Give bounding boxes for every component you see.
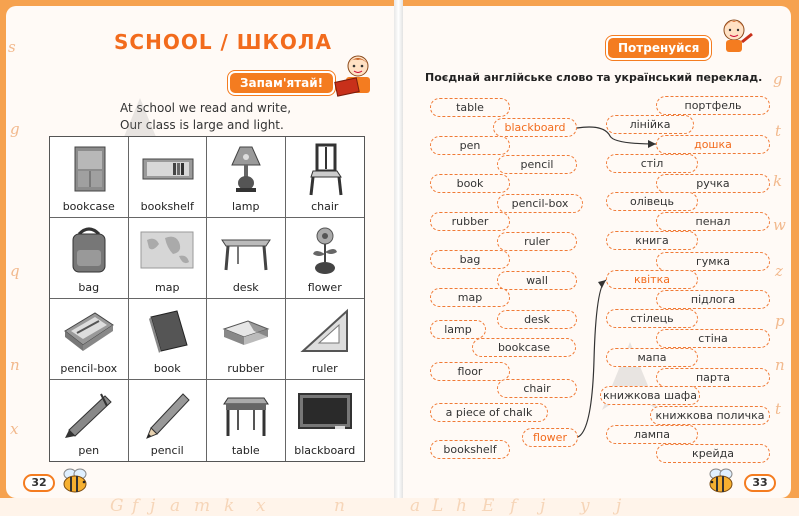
bottom-letter: G (110, 496, 124, 516)
writing-girl-icon (712, 12, 756, 56)
margin-letter: g (773, 70, 783, 88)
vocab-word: bag (78, 281, 100, 294)
vocab-cell (129, 380, 208, 461)
vocab-word: flower (307, 281, 342, 294)
vocab-cell (207, 218, 286, 299)
lamp-icon (218, 143, 274, 197)
exercise-instruction: Поєднай англійське слово та український переклад. (425, 71, 763, 84)
english-word-pill[interactable]: a piece of chalk (430, 403, 548, 422)
english-word-pill[interactable]: pencil-box (497, 194, 583, 213)
english-word-pill[interactable]: chair (497, 379, 577, 398)
vocab-cell (286, 380, 365, 461)
ukrainian-word-pill[interactable]: лампа (606, 425, 698, 444)
pencil-box-icon (61, 305, 117, 359)
ruler-icon (297, 305, 353, 359)
vocab-word: desk (232, 281, 259, 294)
bottom-letter: j (540, 496, 546, 516)
margin-letter: n (775, 356, 785, 374)
english-word-pill[interactable]: pen (430, 136, 510, 155)
chair-icon (297, 143, 353, 197)
ukrainian-word-pill[interactable]: ручка (656, 174, 770, 193)
ukrainian-word-pill[interactable]: крейда (656, 444, 770, 463)
ukrainian-word-pill[interactable]: парта (656, 368, 770, 387)
english-word-pill[interactable]: bookshelf (430, 440, 510, 459)
ukrainian-word-pill[interactable]: підлога (656, 290, 770, 309)
vocab-cell (286, 218, 365, 299)
practice-badge: Потренуйся (606, 36, 711, 60)
bookcase-icon (61, 143, 117, 197)
bottom-letter: L (432, 496, 444, 516)
ukrainian-word-pill[interactable]: стіна (656, 329, 770, 348)
vocab-word: bookshelf (140, 200, 194, 213)
reading-kid-icon (332, 52, 380, 100)
ukrainian-word-pill[interactable]: олівець (606, 192, 698, 211)
ukrainian-word-pill[interactable]: стілець (606, 309, 698, 328)
english-word-pill[interactable]: bookcase (472, 338, 576, 357)
table-icon (218, 386, 274, 440)
english-word-pill[interactable]: pencil (497, 155, 577, 174)
vocab-word: table (231, 444, 260, 457)
flower-icon (297, 224, 353, 278)
bottom-letter: j (150, 496, 156, 516)
vocab-cell (129, 137, 208, 218)
book-spine (394, 0, 403, 516)
bottom-letter: a (170, 496, 181, 516)
bottom-letter: f (132, 496, 139, 516)
ukrainian-word-pill[interactable]: книга (606, 231, 698, 250)
bottom-letter: E (482, 496, 495, 516)
vocab-word: blackboard (294, 444, 356, 457)
vocabulary-grid (49, 136, 365, 462)
desk-icon (218, 224, 274, 278)
bottom-letter-strip (0, 498, 799, 516)
vocab-cell (286, 137, 365, 218)
map-icon (139, 224, 195, 278)
rubber-icon (218, 305, 274, 359)
bottom-letter: k (224, 496, 235, 516)
english-word-pill[interactable]: map (430, 288, 510, 307)
vocab-word: rubber (227, 362, 265, 375)
vocab-cell (129, 218, 208, 299)
margin-letter: g (10, 120, 20, 138)
ukrainian-word-pill[interactable]: гумка (656, 252, 770, 271)
english-word-pill[interactable]: ruler (497, 232, 577, 251)
pen-icon (61, 386, 117, 440)
margin-letter: n (10, 356, 20, 374)
english-word-pill[interactable]: flower (522, 428, 578, 447)
poem-line: At school we read and write, (120, 101, 292, 115)
english-word-pill[interactable]: lamp (430, 320, 486, 339)
vocab-cell (50, 380, 129, 461)
bottom-letter: m (194, 496, 211, 516)
margin-letter: t (775, 122, 782, 140)
bottom-letter: y (580, 496, 590, 516)
vocab-word: chair (311, 200, 339, 213)
margin-letter: p (775, 312, 785, 330)
book-icon (139, 305, 195, 359)
english-word-pill[interactable]: wall (497, 271, 577, 290)
english-word-pill[interactable]: desk (497, 310, 577, 329)
ukrainian-word-pill[interactable]: квітка (606, 270, 698, 289)
margin-letter: x (10, 420, 19, 438)
english-word-pill[interactable]: blackboard (493, 118, 577, 137)
margin-letter: k (773, 172, 783, 190)
bee-icon (60, 466, 90, 494)
english-word-pill[interactable]: bag (430, 250, 510, 269)
bee-icon (706, 466, 736, 494)
bag-icon (61, 224, 117, 278)
vocab-word: map (155, 281, 180, 294)
margin-letter: z (775, 262, 783, 280)
blackboard-icon (297, 386, 353, 440)
vocab-cell (286, 299, 365, 380)
english-word-pill[interactable]: floor (430, 362, 510, 381)
margin-letter: q (10, 262, 20, 280)
vocab-cell (207, 299, 286, 380)
margin-letter: w (773, 216, 786, 234)
bottom-letter: j (616, 496, 622, 516)
bottom-letter: f (510, 496, 517, 516)
ukrainian-word-pill[interactable]: книжкова шафа (600, 386, 700, 405)
ukrainian-word-pill[interactable]: мапа (606, 348, 698, 367)
vocab-word: bookcase (62, 200, 115, 213)
english-word-pill[interactable]: rubber (430, 212, 510, 231)
margin-letter: s (8, 38, 16, 56)
vocab-cell (207, 137, 286, 218)
page-number: 33 (744, 474, 776, 492)
english-word-pill[interactable]: book (430, 174, 510, 193)
vocab-cell (50, 137, 129, 218)
vocab-cell (129, 299, 208, 380)
ukrainian-word-pill[interactable]: пенал (656, 212, 770, 231)
bookshelf-icon (139, 143, 195, 197)
vocab-word: ruler (311, 362, 338, 375)
vocab-word: lamp (232, 200, 260, 213)
page-title: SCHOOL / ШКОЛА (114, 30, 332, 54)
vocab-cell (50, 218, 129, 299)
english-word-pill[interactable]: table (430, 98, 510, 117)
poem-line: Our class is large and light. (120, 118, 284, 132)
pencil-icon (139, 386, 195, 440)
margin-letter: t (775, 400, 782, 418)
ukrainian-word-pill[interactable]: стіл (606, 154, 698, 173)
bottom-letter: h (456, 496, 467, 516)
remember-badge: Запам'ятай! (228, 71, 335, 95)
bottom-letter: a (410, 496, 421, 516)
bottom-letter: n (334, 496, 345, 516)
ukrainian-word-pill[interactable]: книжкова поличка (650, 406, 770, 425)
vocab-cell (50, 299, 129, 380)
vocab-word: pencil-box (60, 362, 118, 375)
ukrainian-word-pill[interactable]: лінійка (606, 115, 694, 134)
page-number: 32 (23, 474, 55, 492)
vocab-word: book (153, 362, 181, 375)
vocab-cell (207, 380, 286, 461)
vocab-word: pencil (150, 444, 184, 457)
ukrainian-word-pill[interactable]: портфель (656, 96, 770, 115)
vocab-word: pen (78, 444, 100, 457)
bottom-letter: x (256, 496, 266, 516)
ukrainian-word-pill[interactable]: дошка (656, 135, 770, 154)
